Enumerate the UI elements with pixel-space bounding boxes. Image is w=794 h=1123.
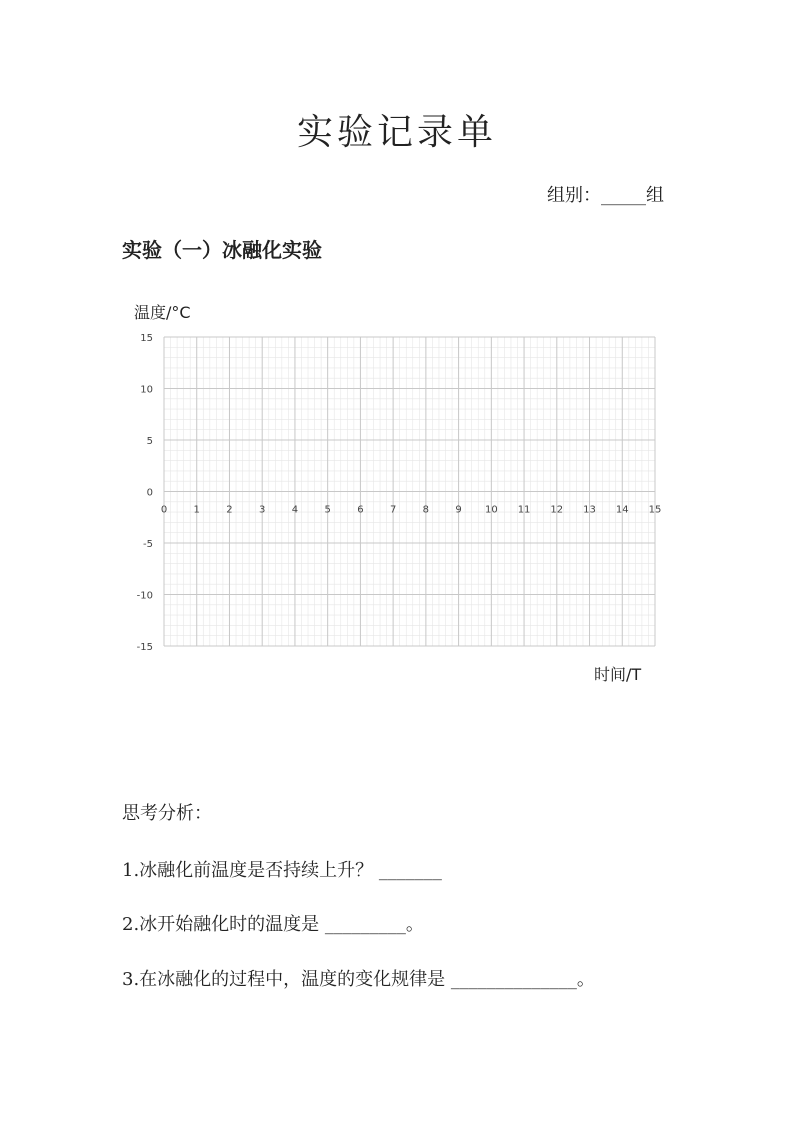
y-tick-label: 15: [140, 333, 153, 344]
question-1: 1.冰融化前温度是否持续上升？ _______: [122, 860, 442, 881]
x-tick-label: 10: [484, 504, 498, 516]
x-tick-label: 6: [357, 504, 364, 516]
x-tick-label: 5: [324, 504, 331, 516]
y-tick-label: -5: [143, 539, 153, 550]
group-label: 组别：: [547, 185, 601, 206]
x-tick-label: 3: [259, 504, 266, 516]
x-tick-label: 7: [389, 504, 397, 516]
question-3: 3.在冰融化的过程中，温度的变化规律是 ______________。: [122, 969, 595, 990]
y-tick-label: 5: [146, 436, 153, 447]
group-suffix: 组: [646, 185, 664, 206]
y-tick-label: -10: [136, 590, 153, 602]
y-tick-label: -15: [136, 642, 153, 653]
y-tick-label: 10: [140, 384, 153, 396]
group-field: [547, 181, 664, 207]
x-tick-label: 14: [615, 504, 629, 516]
x-tick-label: 13: [583, 504, 596, 516]
x-axis-title: 时间/T: [594, 665, 642, 684]
y-tick-label: 0: [146, 487, 153, 499]
y-axis-title: 温度/°C: [134, 303, 191, 322]
section-heading: 实验（一）冰融化实验: [122, 238, 322, 262]
page-title: 实验记录单: [296, 112, 497, 153]
group-blank[interactable]: _____: [601, 185, 646, 206]
analysis-title: 思考分析：: [122, 803, 212, 824]
x-tick-label: 2: [226, 504, 233, 516]
question-2: 2.冰开始融化时的温度是 _________。: [122, 914, 424, 935]
x-tick-label: 1: [193, 504, 200, 516]
x-tick-label: 12: [550, 504, 564, 516]
x-tick-label: 0: [160, 504, 168, 516]
x-tick-label: 8: [422, 504, 430, 516]
x-tick-label: 4: [291, 504, 299, 516]
x-tick-label: 11: [517, 504, 531, 516]
x-tick-label: 9: [455, 504, 462, 516]
x-tick-label: 15: [648, 504, 662, 516]
